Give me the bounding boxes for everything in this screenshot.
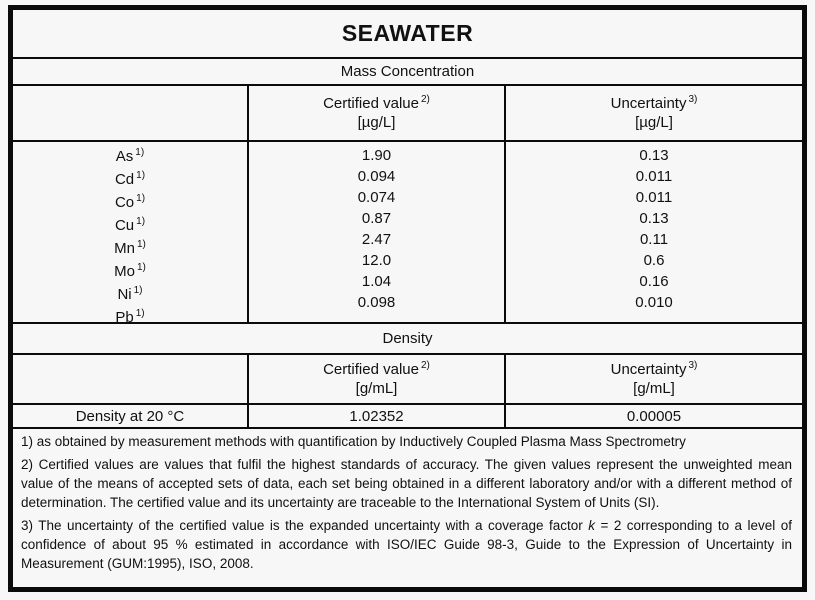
certified-value: 0.098 [357, 294, 396, 311]
uncertainty-value: 0.13 [639, 147, 669, 164]
density-certified-value-header-unit: [g/mL] [355, 380, 398, 397]
mass-concentration-header-row [13, 84, 802, 140]
density-uncertainty-header [504, 355, 802, 403]
density-header-row [13, 353, 802, 403]
footnote-ref-2: 2) [420, 94, 430, 105]
density-certified-value-header-label: Certified value $^{2)}$ [323, 360, 430, 378]
certified-value: 1.04 [361, 273, 392, 290]
certified-value: 0.87 [361, 210, 392, 227]
density-uncertainty-value: 0.00005 [504, 405, 802, 427]
empty-header-cell [13, 86, 247, 140]
element-label: Cd $^{1)}$ [114, 170, 146, 188]
certified-value: 1.90 [361, 147, 392, 164]
uncertainty-value: 0.011 [635, 168, 673, 185]
uncertainty-value: 0.11 [639, 231, 669, 248]
empty-header-cell [13, 355, 247, 403]
uncertainty-header [504, 86, 802, 140]
uncertainty-value: 0.13 [639, 210, 669, 227]
footnote-3: 3) The uncertainty of the certified value is the expanded uncertainty with a coverage factor k = 2 corresponding to a level of confidence of about 95 % estimated in accordance with ISO/IEC Guide 98-3, Guide to the Expression of Uncertainty in Measurement (GUM:1995), ISO, 2008. [21, 518, 792, 571]
certificate-table [8, 5, 807, 592]
certified-value: 2.47 [361, 231, 392, 248]
uncertainty-column [504, 142, 802, 322]
density-certified-value-header [247, 355, 504, 403]
footnotes [13, 427, 802, 587]
element-label: Cu $^{1)}$ [114, 216, 146, 234]
mass-concentration-data [13, 140, 802, 326]
certified-value: 0.074 [357, 189, 396, 206]
footnote-ref-2: 2) [420, 360, 430, 371]
coverage-factor-k: k [588, 518, 596, 533]
element-label: Mo $^{1)}$ [114, 262, 146, 280]
section-header-density: Density [13, 322, 802, 353]
uncertainty-header-label: Uncertainty $^{3)}$ [610, 94, 698, 112]
density-uncertainty-header-unit: [g/mL] [633, 380, 675, 397]
certified-value-header-label: Certified value $^{2)}$ [323, 94, 430, 112]
footnote-ref-3: 3) [688, 94, 698, 105]
density-row-label: Density at 20 °C [75, 407, 185, 425]
element-label: As $^{1)}$ [115, 147, 145, 165]
element-label: Co $^{1)}$ [114, 193, 146, 211]
certified-value-header-unit: [µg/L] [357, 114, 396, 131]
element-label: Ni $^{1)}$ [117, 285, 143, 303]
uncertainty-value: 0.6 [643, 252, 665, 269]
element-column [13, 142, 247, 326]
certified-value-column [247, 142, 504, 322]
certified-value-header [247, 86, 504, 140]
section-header-mass-concentration: Mass Concentration [13, 57, 802, 84]
density-uncertainty-header-label: Uncertainty $^{3)}$ [610, 360, 698, 378]
footnote-1: 1) as obtained by measurement methods with quantification by Inductively Coupled Plasma Mass Spectrometry [21, 434, 686, 449]
footnote-ref-3: 3) [688, 360, 698, 371]
uncertainty-value: 0.011 [635, 189, 673, 206]
page-title: SEAWATER [341, 20, 474, 46]
certified-value: 12.0 [361, 252, 392, 269]
footnote-2: 2) Certified values are values that fulfil the highest standards of accuracy. The given values represent the unweighted mean value of the means of accepted sets of data, each set being obtained in a different laboratory and/or with a different method of determination. The certified value and its uncertainty are traceable to the International System of Units (SI). [21, 457, 792, 510]
uncertainty-header-unit: [µg/L] [635, 114, 673, 131]
uncertainty-value: 0.16 [639, 273, 669, 290]
element-label: Mn $^{1)}$ [114, 239, 146, 257]
density-data-row [13, 403, 802, 427]
certified-value: 0.094 [357, 168, 396, 185]
density-certified-value: 1.02352 [247, 405, 504, 427]
element-label: Pb $^{1)}$ [115, 308, 145, 326]
uncertainty-value: 0.010 [635, 294, 673, 311]
